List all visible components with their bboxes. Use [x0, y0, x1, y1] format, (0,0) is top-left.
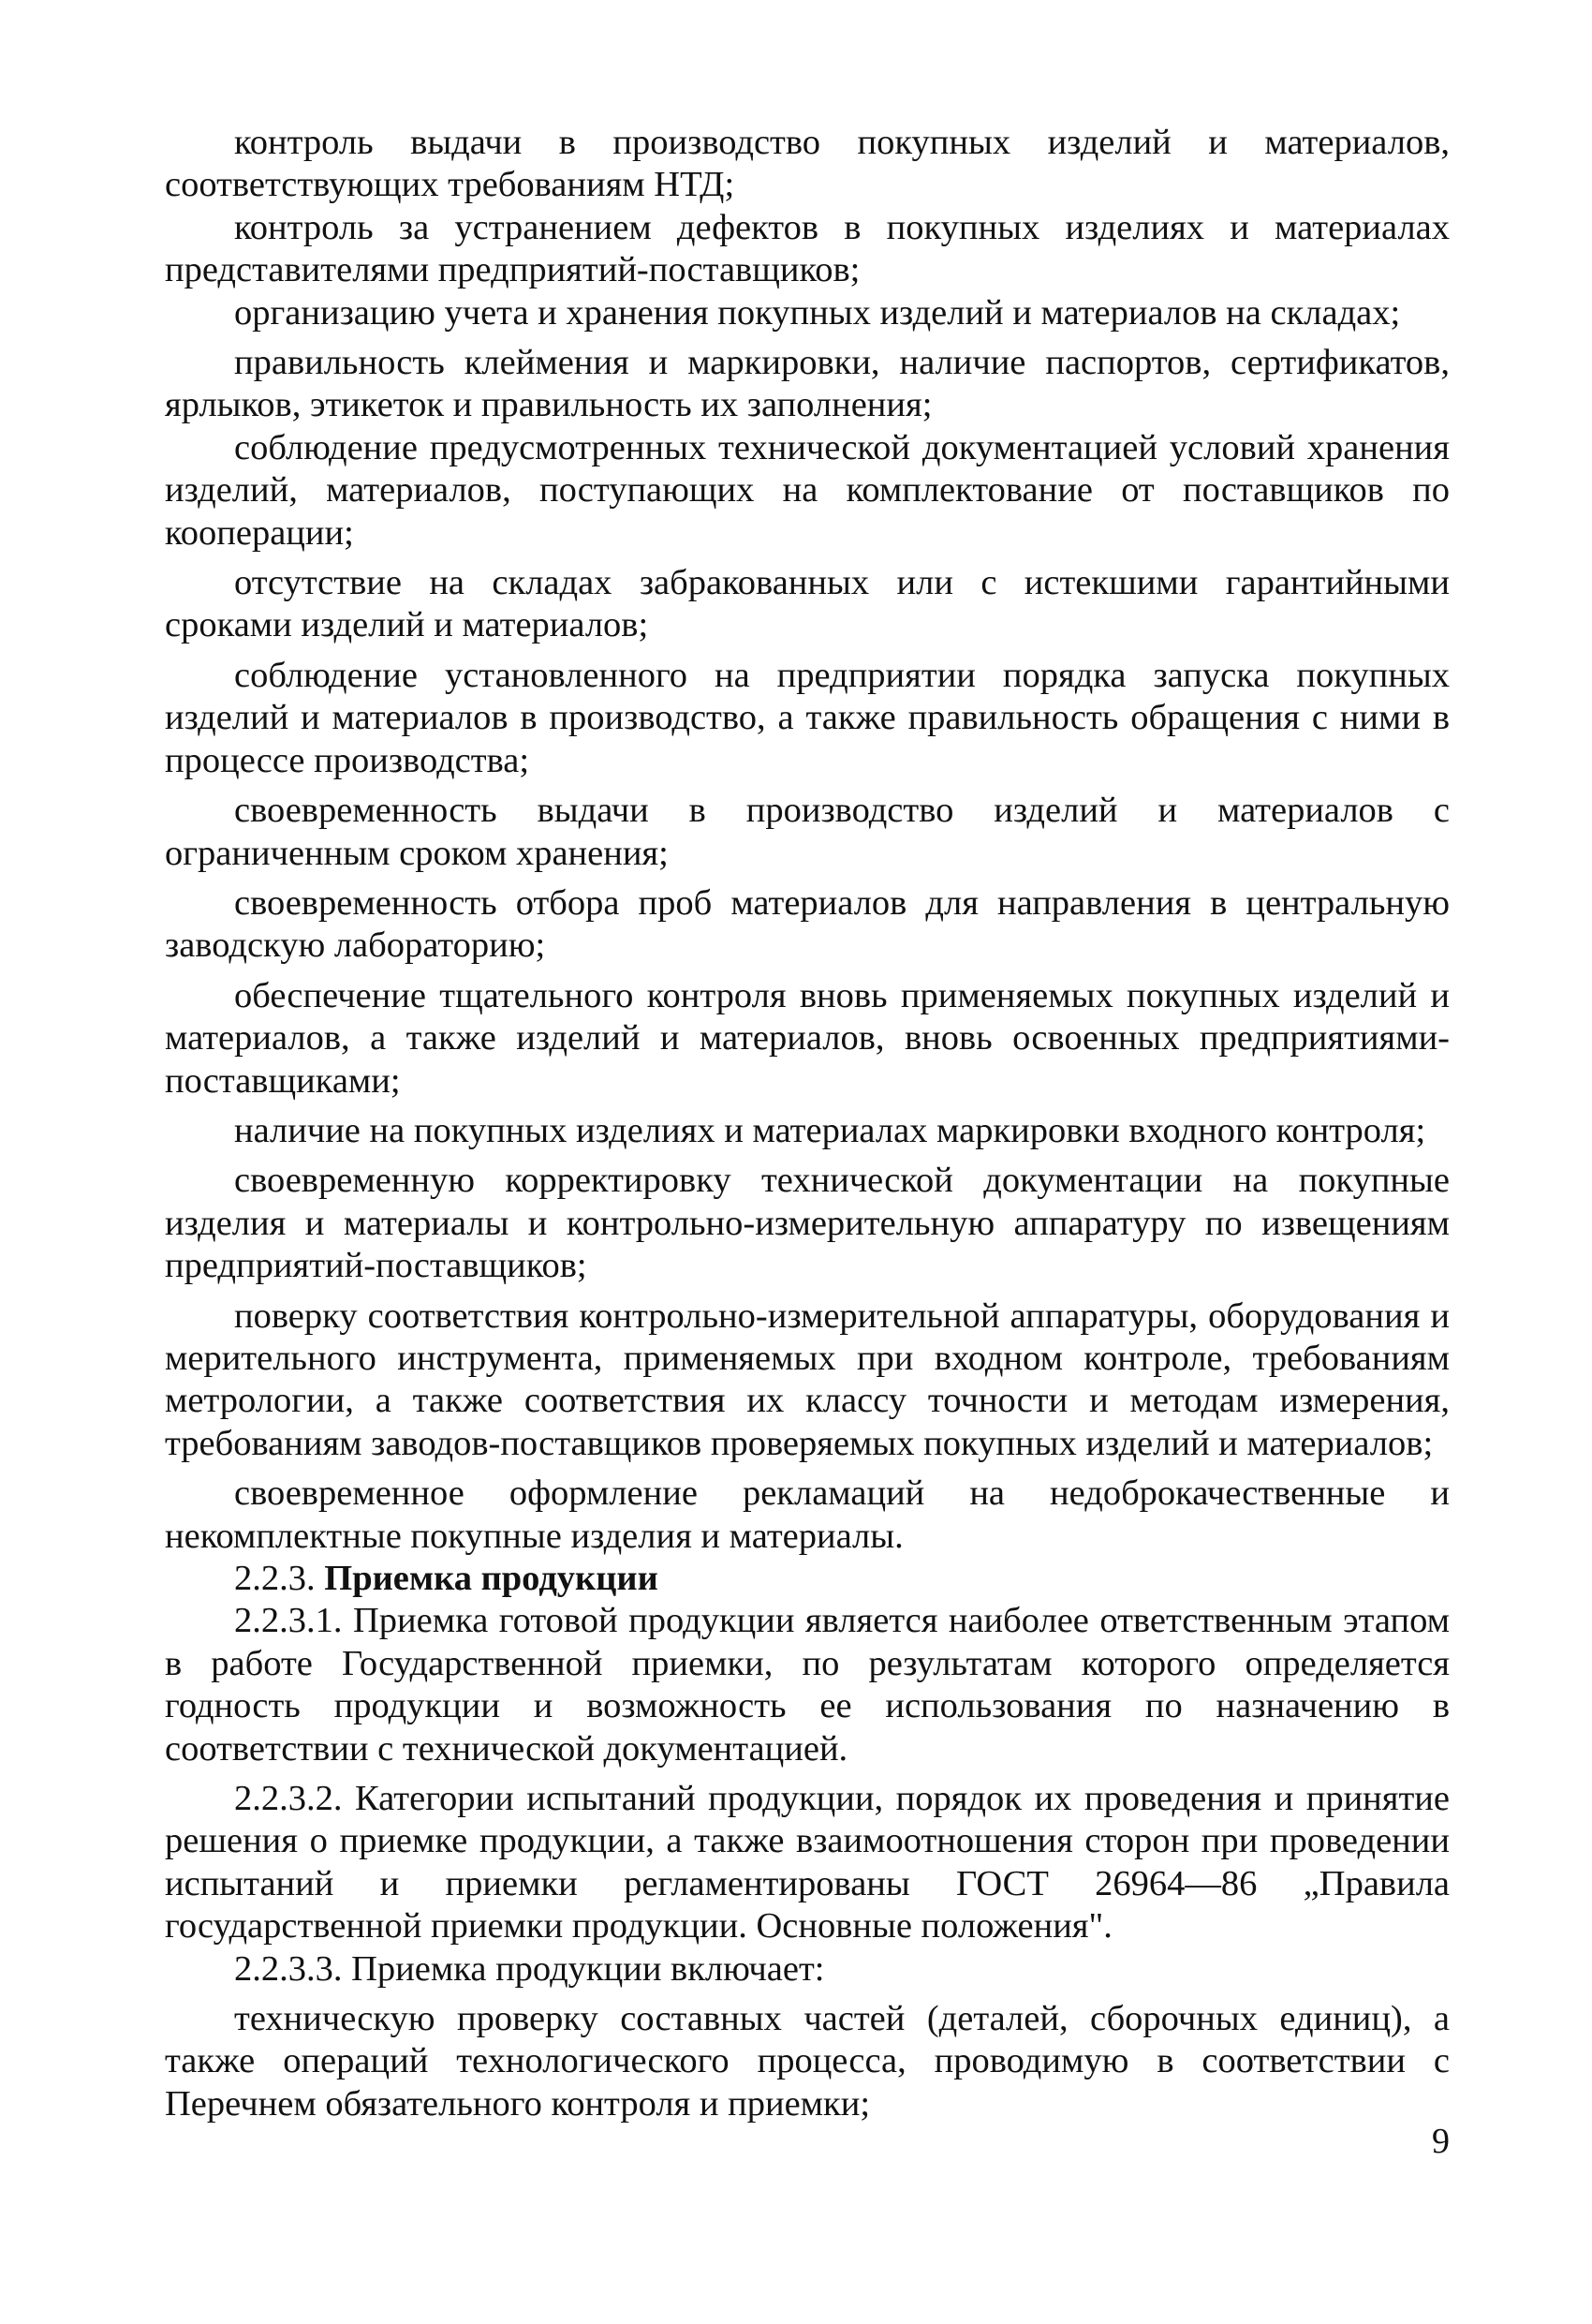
list-item: техническую проверку составных частей (деталей, сборочных единиц), а также операций технологического процесса, проводимую в соответствии с Перечнем обязательного контроля и приемки; [165, 1999, 1450, 2124]
list-item: наличие на покупных изделиях и материалах маркировки входного контроля; [234, 1110, 1426, 1150]
document-body [165, 122, 1450, 2125]
list-item: обеспечение тщательного контроля вновь применяемых покупных изделий и материалов, а также изделий и материалов, вновь освоенных предприятиями-поставщиками; [165, 975, 1450, 1101]
clause-paragraph: 2.2.3.2. Категории испытаний продукции, порядок их проведения и принятие решения о приемке продукции, а также взаимоотношения сторон при проведении испытаний и приемки регламентированы ГОСТ 26964—86 „Правила государственной приемки продукции. Основные положения". [165, 1779, 1450, 1947]
section-heading [165, 1558, 1450, 1600]
list-item: отсутствие на складах забракованных или с истекшими гарантийными сроками изделий и материалов; [165, 563, 1450, 645]
list-item: организацию учета и хранения покупных изделий и материалов на складах; [234, 292, 1401, 333]
list-item: поверку соответствия контрольно-измерительной аппаратуры, оборудования и мерительного инструмента, применяемых при входном контроле, требованиям метрологии, а также соответствия их классу точности и методам измерения, требованиям заводов-поставщиков проверяемых покупных изделий и материалов; [165, 1295, 1450, 1463]
clause-paragraph: 2.2.3.3. Приемка продукции включает: [234, 1948, 825, 1989]
list-item: правильность клеймения и маркировки, наличие паспортов, сертификатов, ярлыков, этикеток и правильность их заполнения; [165, 343, 1450, 425]
list-item: контроль выдачи в производство покупных изделий и материалов, соответствующих требованиям НТД; [165, 123, 1450, 205]
list-item: соблюдение установленного на предприятии порядка запуска покупных изделий и материалов в производство, а также правильность обращения с ними в процессе производства; [165, 655, 1450, 780]
list-item: своевременность отбора проб материалов для направления в центральную заводскую лабораторию; [165, 882, 1450, 966]
list-item: своевременную корректировку технической документации на покупные изделия и материалы и контрольно-измерительную аппаратуру по извещениям предприятий-поставщиков; [165, 1161, 1450, 1286]
section-number: 2.2.3. [234, 1559, 316, 1598]
list-item: своевременность выдачи в производство изделий и материалов с ограниченным сроком хранения; [165, 791, 1450, 873]
list-item: своевременное оформление рекламаций на недоброкачественные и некомплектные покупные изделия и материалы. [165, 1473, 1450, 1556]
clause-paragraph: 2.2.3.1. Приемка готовой продукции является наиболее ответственным этапом в работе Государственной приемки, по результатам которого определяется годность продукции и возможность ее использования по назначению в соответствии с технической документацией. [165, 1601, 1450, 1769]
section-title: Приемка продукции [324, 1559, 658, 1598]
list-item: соблюдение предусмотренных технической документацией условий хранения изделий, материалов, поступающих на комплектование от поставщиков по кооперации; [165, 427, 1450, 553]
page-number: 9 [1432, 2122, 1450, 2161]
list-item: контроль за устранением дефектов в покупных изделиях и материалах представителями предприятий-поставщиков; [165, 207, 1450, 290]
